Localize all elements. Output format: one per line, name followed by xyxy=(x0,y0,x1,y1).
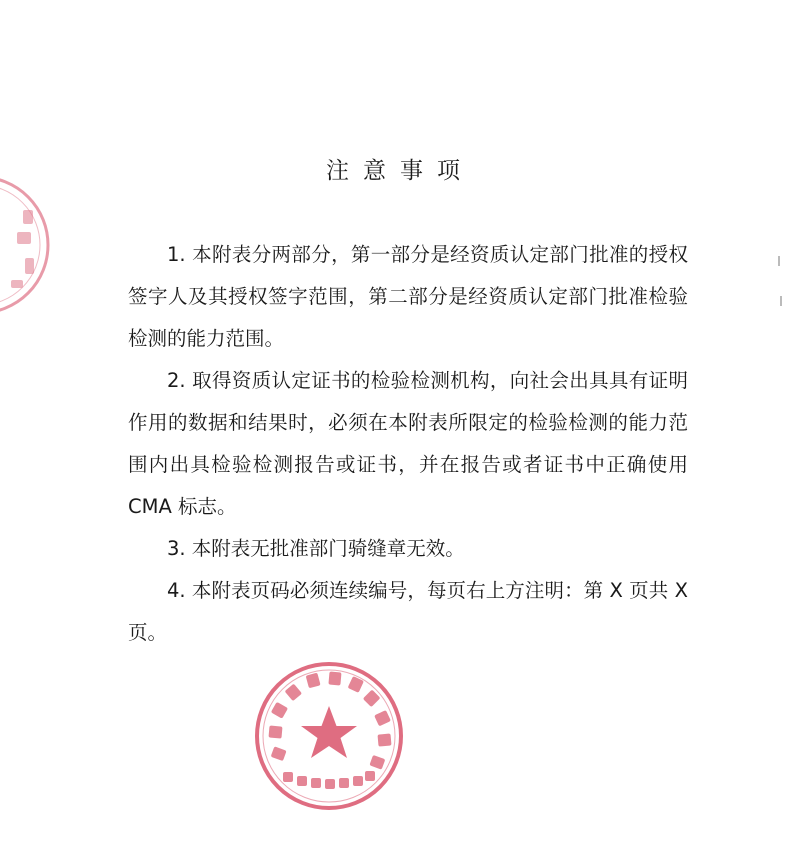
official-seal-icon xyxy=(253,660,405,812)
scan-mark xyxy=(778,256,780,266)
notice-item-3: 3. 本附表无批准部门骑缝章无效。 xyxy=(167,537,465,560)
scan-mark xyxy=(780,296,782,306)
left-seal-icon xyxy=(0,170,55,320)
notice-item-1: 1. 本附表分两部分，第一部分是经资质认定部门批准的授权签字人及其授权签字范围，第二部分是经资质认定部门批准检验检测的能力范围。 xyxy=(128,243,688,350)
notice-item-2: 2. 取得资质认定证书的检验检测机构，向社会出具具有证明作用的数据和结果时，必须在本附表所限定的检验检测的能力范围内出具检验检测报告或证书，并在报告或者证书中正确使用 CMA 标志。 xyxy=(128,369,688,518)
notice-items xyxy=(128,234,688,654)
document-title: 注意事项 xyxy=(326,158,474,184)
notice-item-4: 4. 本附表页码必须连续编号，每页右上方注明：第 X 页共 X 页。 xyxy=(128,579,688,644)
